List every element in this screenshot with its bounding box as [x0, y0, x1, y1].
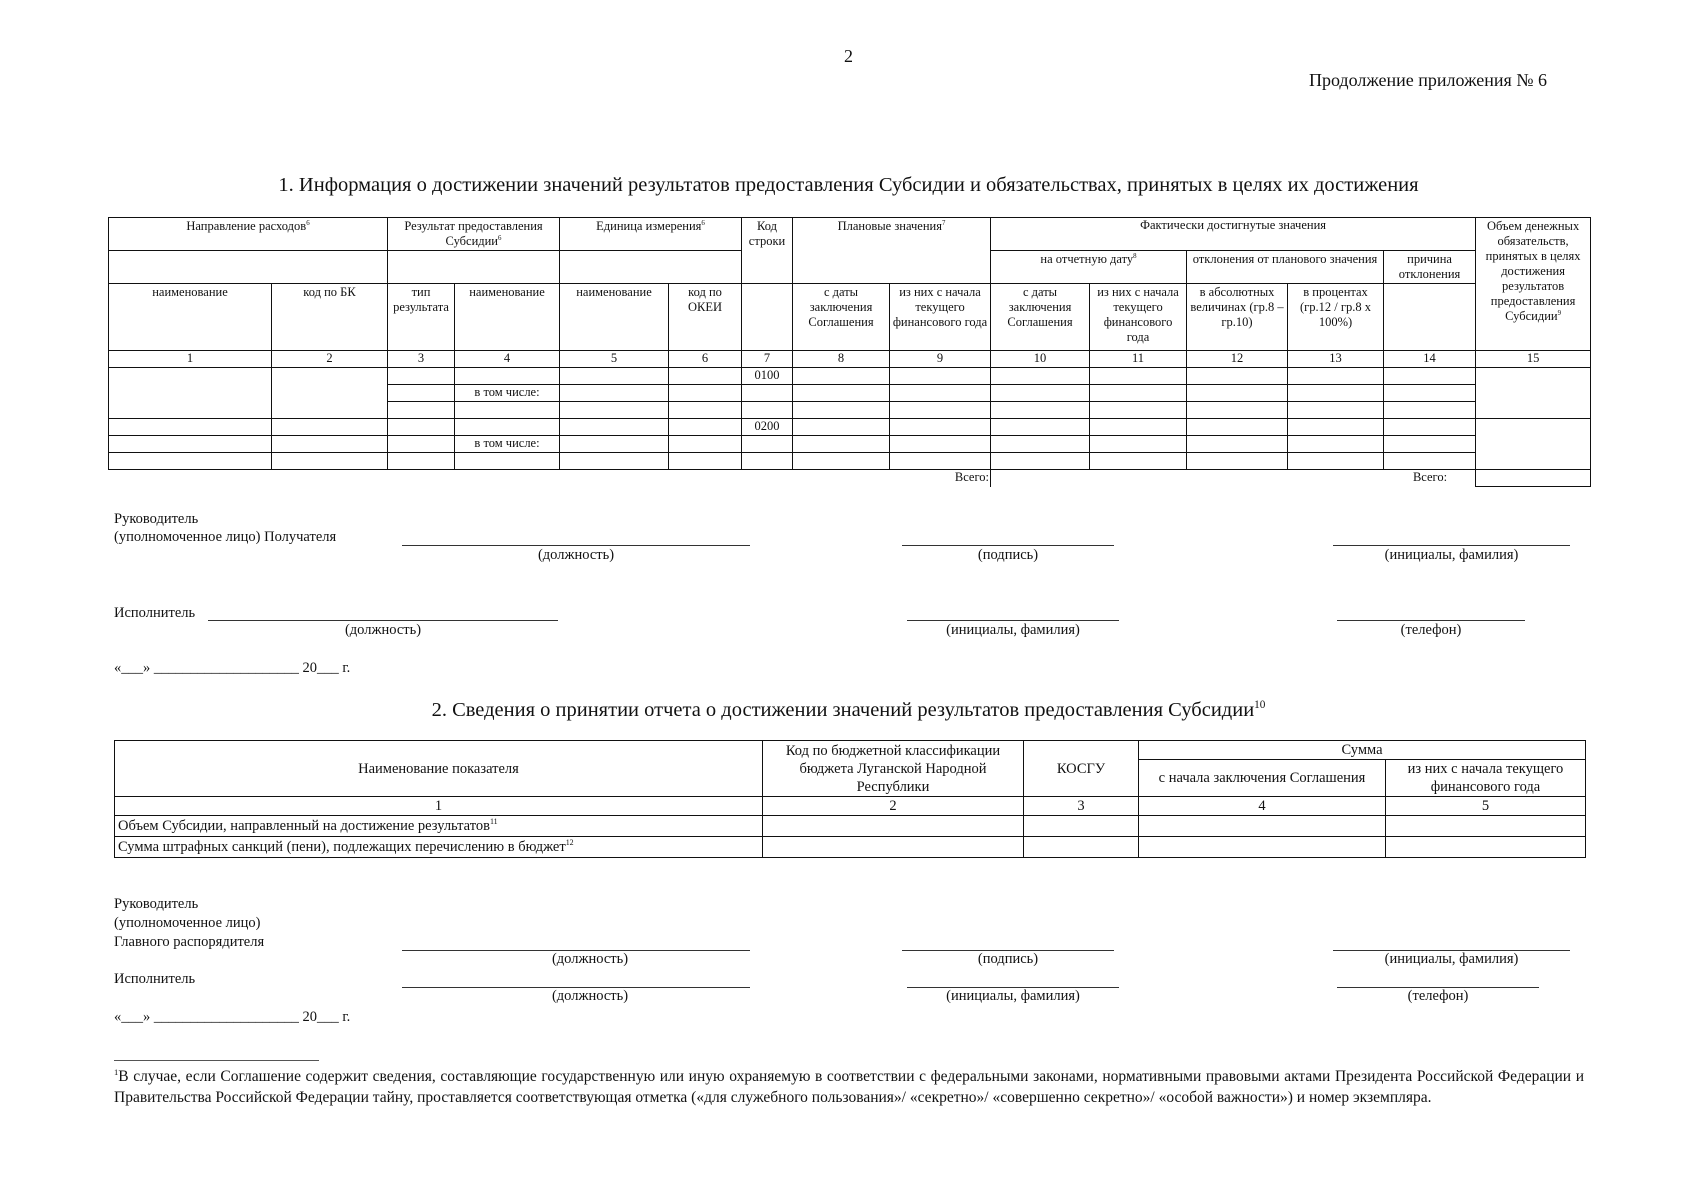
table-cell [272, 436, 388, 453]
header-reason-cont [1384, 284, 1476, 351]
footnote-separator [114, 1060, 319, 1061]
header-obligations: Объем денежных обязательств, принятых в целях достижения результатов предоставления Субсидии$^9$ [1476, 218, 1591, 351]
table-cell [991, 402, 1090, 419]
table-cell [109, 470, 890, 487]
table-cell [109, 436, 272, 453]
col-number: 1 [109, 351, 272, 368]
table-cell [388, 402, 455, 419]
table-cell [793, 453, 890, 470]
table-cell [1386, 837, 1586, 858]
table-cell [763, 837, 1024, 858]
table-cell [890, 436, 991, 453]
table-cell [560, 368, 669, 385]
table-cell [890, 453, 991, 470]
table-cell [890, 368, 991, 385]
table-cell [1024, 816, 1139, 837]
position-line [208, 620, 558, 621]
table-cell [742, 436, 793, 453]
header-kosgu: КОСГУ [1024, 741, 1139, 797]
initials-line [1333, 545, 1570, 546]
total-label: Всего: [890, 470, 991, 487]
table-cell [669, 419, 742, 436]
position-caption: (должность) [344, 622, 422, 638]
footnote: $^1$В случае, если Соглашение содержит сведения, составляющие государственную или иную охраняемую в соответствии с федеральными законами, нормативными правовыми актами Президента Российской Федерации и Правительства Российской Федерации тайну, проставляется соответствующая отметка («для служебного пользования»/ «секретно»/ «совершенно секретно»/ «особой важности») и номер экземпляра. [114, 1066, 1584, 1106]
head-label: Руководитель [114, 511, 199, 527]
date-line: «___» ____________________ 20___ г. [114, 660, 351, 676]
table-cell [388, 436, 455, 453]
header-direction-cont [109, 251, 388, 284]
header-actual-from-agreement: с даты заключения Соглашения [991, 284, 1090, 351]
header-unit-cont [560, 251, 742, 284]
table-cell [793, 436, 890, 453]
phone-caption: (телефон) [1407, 988, 1469, 1004]
table-cell [388, 419, 455, 436]
header-result-cont [388, 251, 560, 284]
position-line [402, 545, 750, 546]
section1-title: 1. Информация о достижении значений результатов предоставления Субсидии и обязательствах, принятых в целях их достижения [278, 174, 1419, 196]
table-cell [890, 419, 991, 436]
table-cell [1187, 368, 1288, 385]
table-cell [455, 402, 560, 419]
col-number: 14 [1384, 351, 1476, 368]
signature-caption: (подпись) [977, 951, 1039, 967]
header-from-year: из них с начала текущего финансового года [1386, 760, 1586, 797]
table-cell [560, 385, 669, 402]
row-code: 0200 [742, 419, 793, 436]
table-cell [1476, 419, 1591, 470]
table-cell [1024, 837, 1139, 858]
table-cell [742, 453, 793, 470]
table-cell [1090, 368, 1187, 385]
table-cell [991, 436, 1090, 453]
header-indicator: Наименование показателя [115, 741, 763, 797]
table-cell [272, 453, 388, 470]
table-cell [272, 419, 388, 436]
table-cell [1288, 368, 1384, 385]
continuation-label: Продолжение приложения № 6 [1308, 70, 1547, 90]
page-number: 2 [844, 46, 853, 66]
table-cell [1090, 385, 1187, 402]
table-cell [109, 419, 272, 436]
table-cell [1384, 368, 1476, 385]
header-budget-code: Код по бюджетной классификации бюджета Луганской Народной Республики [763, 741, 1024, 797]
header-result: Результат предоставления Субсидии$^6$ [388, 218, 560, 251]
table-cell [455, 419, 560, 436]
header-deviation: отклонения от планового значения [1187, 251, 1384, 284]
row-subsidy-volume: Объем Субсидии, направленный на достижение результатов$^{11}$ [115, 816, 763, 837]
col-number: 12 [1187, 351, 1288, 368]
row-penalties: Сумма штрафных санкций (пени), подлежащих перечислению в бюджет$^{12}$ [115, 837, 763, 858]
col-number: 7 [742, 351, 793, 368]
header-line-code: Код строки [742, 218, 793, 284]
header-from-agreement: с начала заключения Соглашения [1139, 760, 1386, 797]
total-value-cell [1476, 470, 1591, 487]
header-unit: Единица измерения$^6$ [560, 218, 742, 251]
table-cell [560, 436, 669, 453]
table-cell [1288, 402, 1384, 419]
table-cell [1187, 436, 1288, 453]
col-number: 4 [455, 351, 560, 368]
table-cell [1384, 385, 1476, 402]
table-cell [109, 453, 272, 470]
position-caption: (должность) [537, 547, 615, 563]
col-number: 2 [272, 351, 388, 368]
initials-caption: (инициалы, фамилия) [1384, 951, 1519, 967]
col-number: 4 [1139, 797, 1386, 816]
table-cell [1187, 453, 1288, 470]
head-label: Руководитель [114, 896, 199, 912]
table-cell [1288, 453, 1384, 470]
col-number: 10 [991, 351, 1090, 368]
header-sum: Сумма [1139, 741, 1586, 760]
header-line-code-cont [742, 284, 793, 351]
header-planned: Плановые значения$^7$ [793, 218, 991, 284]
table-cell [669, 402, 742, 419]
phone-caption: (телефон) [1400, 622, 1462, 638]
table-cell [669, 453, 742, 470]
col-number: 9 [890, 351, 991, 368]
table-cell [991, 385, 1090, 402]
table-cell [1090, 402, 1187, 419]
table-cell [1090, 453, 1187, 470]
total-label: Всего: [991, 470, 1476, 487]
col-number: 13 [1288, 351, 1384, 368]
table-cell [272, 368, 388, 419]
col-number: 11 [1090, 351, 1187, 368]
executor-label: Исполнитель [114, 605, 196, 621]
including-label: в том числе: [455, 436, 560, 453]
table-cell [109, 368, 272, 419]
table-cell [560, 453, 669, 470]
header-result-name: наименование [455, 284, 560, 351]
col-number: 15 [1476, 351, 1591, 368]
table-cell [455, 368, 560, 385]
table-cell [669, 436, 742, 453]
table-cell [793, 402, 890, 419]
report-acceptance-table [114, 740, 1586, 858]
col-number: 8 [793, 351, 890, 368]
header-reason: причина отклонения [1384, 251, 1476, 284]
table-cell [1288, 436, 1384, 453]
initials-caption: (инициалы, фамилия) [946, 988, 1080, 1004]
section2-title: 2. Сведения о принятии отчета о достижении значений результатов предоставления Субсидии$^{10}$ [431, 699, 1266, 721]
col-number: 1 [115, 797, 763, 816]
executor-label: Исполнитель [114, 971, 196, 987]
header-direction: Направление расходов$^6$ [109, 218, 388, 251]
table-cell [1187, 419, 1288, 436]
table-cell [991, 453, 1090, 470]
date-line: «___» ____________________ 20___ г. [114, 1009, 351, 1025]
head-label: (уполномоченное лицо) Получателя [114, 529, 337, 545]
table-cell [1384, 402, 1476, 419]
table-cell [793, 419, 890, 436]
table-cell [1090, 419, 1187, 436]
head-label: (уполномоченное лицо) [114, 915, 261, 931]
col-number: 5 [1386, 797, 1586, 816]
table-cell [991, 368, 1090, 385]
col-number: 3 [388, 351, 455, 368]
phone-line [1337, 620, 1525, 621]
table-cell [991, 419, 1090, 436]
results-table [108, 217, 1591, 487]
signature-caption: (подпись) [977, 547, 1039, 563]
table-cell [1386, 816, 1586, 837]
table-cell [742, 402, 793, 419]
initials-line [907, 620, 1119, 621]
header-okei: код по ОКЕИ [669, 284, 742, 351]
table-cell [1384, 419, 1476, 436]
position-caption: (должность) [551, 951, 629, 967]
header-absolute: в абсолютных величинах (гр.8 – гр.10) [1187, 284, 1288, 351]
header-planned-from-year: из них с начала текущего финансового года [890, 284, 991, 351]
table-cell [890, 402, 991, 419]
table-cell [1288, 419, 1384, 436]
position-caption: (должность) [551, 988, 629, 1004]
table-cell [793, 368, 890, 385]
signature-line [902, 545, 1114, 546]
table-cell [742, 385, 793, 402]
col-number: 3 [1024, 797, 1139, 816]
table-cell [1187, 385, 1288, 402]
table-cell [669, 368, 742, 385]
table-cell [388, 453, 455, 470]
initials-caption: (инициалы, фамилия) [1384, 547, 1519, 563]
table-cell [1476, 368, 1591, 419]
table-cell [560, 419, 669, 436]
initials-caption: (инициалы, фамилия) [946, 622, 1080, 638]
table-cell [1090, 436, 1187, 453]
including-label: в том числе: [455, 385, 560, 402]
header-as-of-date: на отчетную дату$^8$ [991, 251, 1187, 284]
col-number: 6 [669, 351, 742, 368]
head-label: Главного распорядителя [114, 934, 265, 950]
table-cell [1384, 436, 1476, 453]
row-code: 0100 [742, 368, 793, 385]
header-planned-from-agreement: с даты заключения Соглашения [793, 284, 890, 351]
table-cell [793, 385, 890, 402]
header-actual: Фактически достигнутые значения [991, 218, 1476, 251]
header-result-type: тип результата [388, 284, 455, 351]
table-cell [455, 453, 560, 470]
table-cell [763, 816, 1024, 837]
header-actual-from-year: из них с начала текущего финансового года [1090, 284, 1187, 351]
table-cell [1288, 385, 1384, 402]
table-cell [388, 368, 455, 385]
table-cell [1187, 402, 1288, 419]
col-number: 5 [560, 351, 669, 368]
col-number: 2 [763, 797, 1024, 816]
header-name: наименование [109, 284, 272, 351]
table-cell [1384, 453, 1476, 470]
table-cell [560, 402, 669, 419]
header-unit-name: наименование [560, 284, 669, 351]
header-bk-code: код по БК [272, 284, 388, 351]
table-cell [388, 385, 455, 402]
table-cell [669, 385, 742, 402]
table-cell [1139, 837, 1386, 858]
table-cell [1139, 816, 1386, 837]
table-cell [890, 385, 991, 402]
header-percent: в процентах (гр.12 / гр.8 x 100%) [1288, 284, 1384, 351]
